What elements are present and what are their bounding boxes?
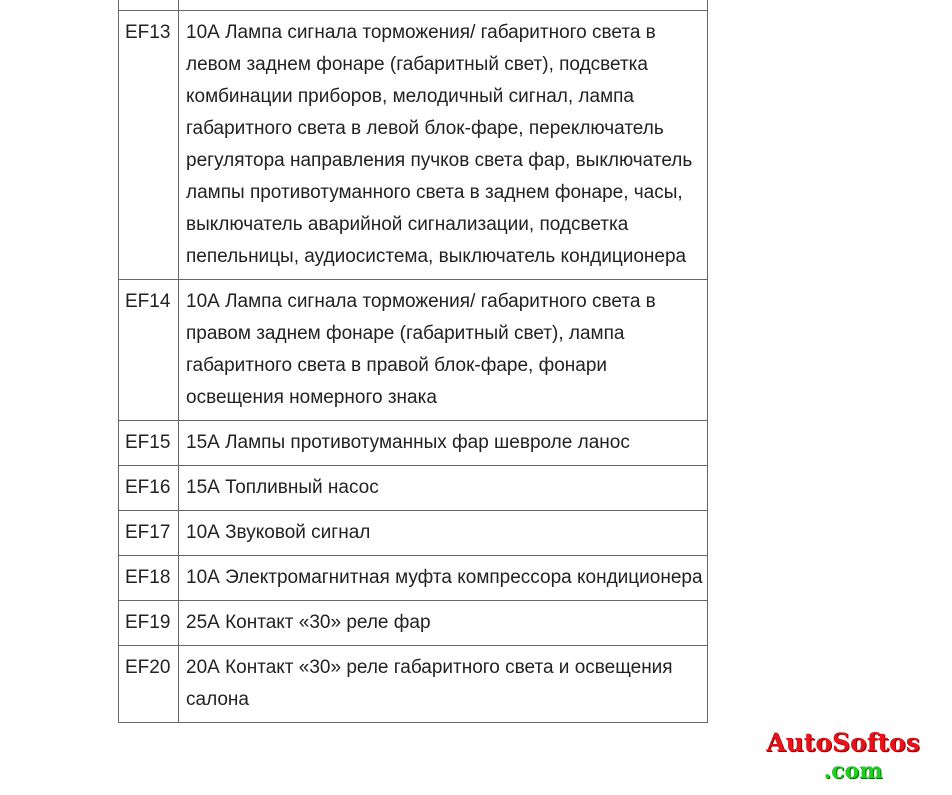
table-row (119, 601, 708, 646)
fuse-description: 25А Контакт «30» реле фар (179, 601, 708, 646)
table-row (119, 646, 708, 723)
table-row (119, 421, 708, 466)
fuse-code: EF18 (119, 556, 179, 601)
table-row (119, 466, 708, 511)
fuse-description: 15А Лампы противотуманных фар шевроле ланос (179, 421, 708, 466)
table-row (119, 556, 708, 601)
fuse-description: 10А Лампа сигнала торможения/ габаритного света в левом заднем фонаре (габаритный свет), подсветка комбинации приборов, мелодичный сигнал, лампа габаритного света в левой блок-фаре, переключатель регулятора направления пучков света фар, выключатель лампы противотуманного света в заднем фонаре, часы, выключатель аварийной сигнализации, подсветка пепельницы, аудиосистема, выключатель кондиционера (179, 11, 708, 280)
fuse-description: 10А Электромагнитная муфта компрессора кондиционера (179, 556, 708, 601)
site-watermark (748, 728, 938, 784)
fuse-description: 10А Звуковой сигнал (179, 511, 708, 556)
fuse-code: EF19 (119, 601, 179, 646)
table-row (119, 511, 708, 556)
fuse-description: 15А Топливный насос (179, 466, 708, 511)
description-cell-partial (179, 0, 708, 11)
fuse-code: EF16 (119, 466, 179, 511)
fuse-code: EF14 (119, 280, 179, 421)
table-row (119, 280, 708, 421)
watermark-brand: AutoSoftos (766, 728, 920, 757)
table-row (119, 11, 708, 280)
fuse-code: EF17 (119, 511, 179, 556)
fuse-code: EF15 (119, 421, 179, 466)
watermark-tld: .com (823, 758, 883, 784)
code-cell-partial (119, 0, 179, 11)
fuse-description: 10А Лампа сигнала торможения/ габаритного света в правом заднем фонаре (габаритный свет), лампа габаритного света в правой блок-фаре, фонари освещения номерного знака (179, 280, 708, 421)
table-row-partial (119, 0, 708, 11)
fuse-table (118, 0, 708, 723)
fuse-code: EF20 (119, 646, 179, 723)
fuse-description: 20А Контакт «30» реле габаритного света и освещения салона (179, 646, 708, 723)
fuse-code: EF13 (119, 11, 179, 280)
